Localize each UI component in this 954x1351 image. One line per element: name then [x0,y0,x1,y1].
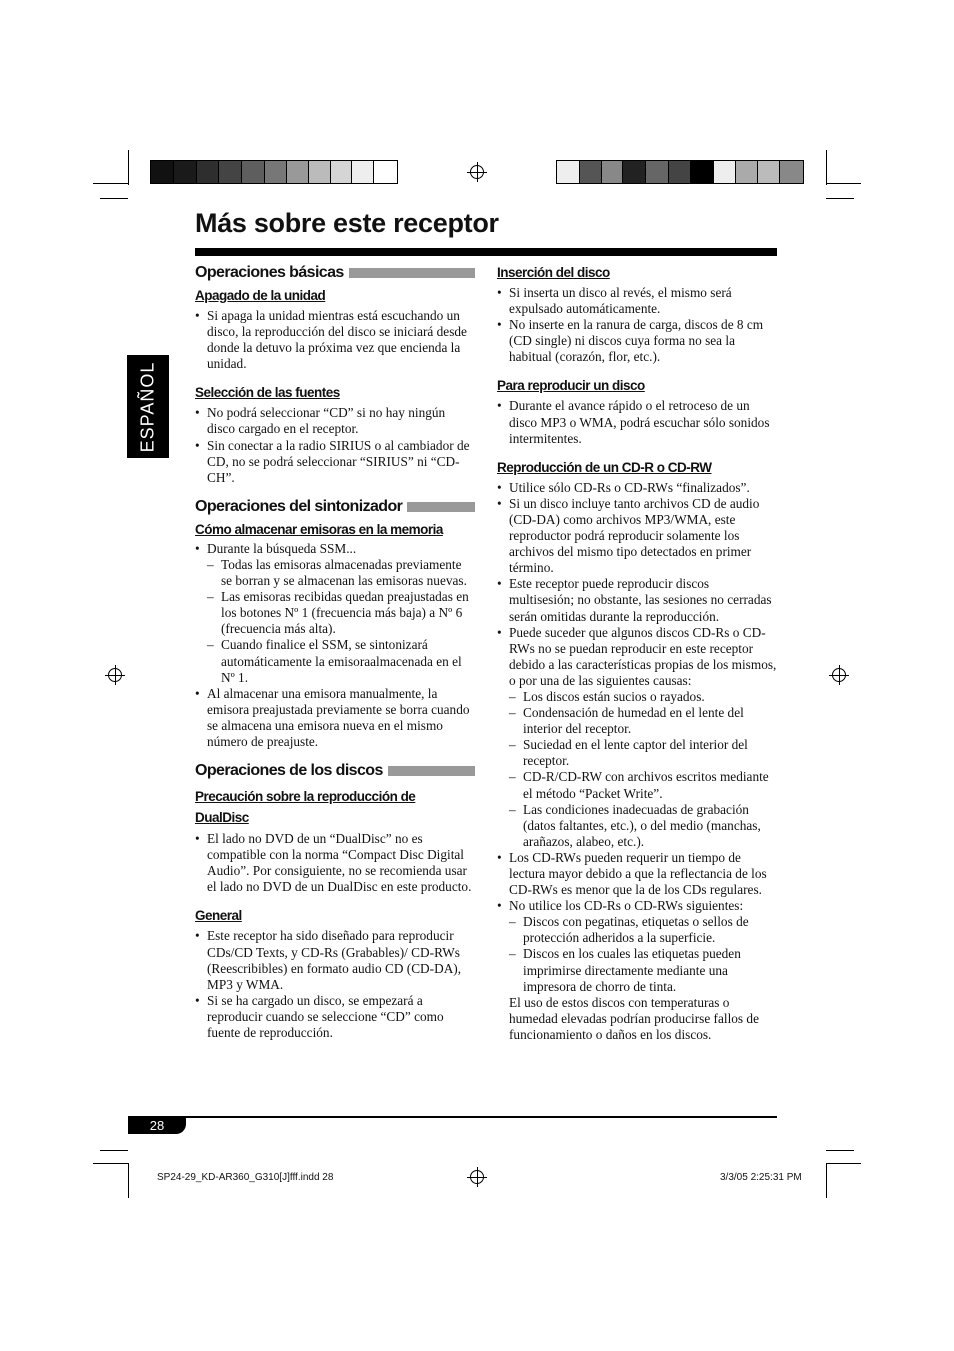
list-insert [497,285,777,365]
registration-mark-icon [832,668,846,682]
list-power-off [195,308,475,372]
note: El uso de estos discos con temperaturas o humedad elevadas podrían producirse fallos de funcionamiento o daños en los discos. [509,994,759,1042]
color-bar-left [150,160,398,184]
subheading-play: Para reproducir un disco [497,378,645,394]
footer-file: SP24-29_KD-AR360_G310[J]fff.indd 28 [157,1172,334,1183]
sub-list-item: – CD-R/CD-RW con archivos escritos mediante el método “Packet Write”. [509,769,777,801]
subheading-general: General [195,908,242,924]
section-heading-discs: Operaciones de los discos [195,762,475,780]
list-item: • Al almacenar una emisora manualmente, la emisora preajustada previamente se borra cuando se almacena una emisora nueva en el mismo número de preajuste. [195,686,475,750]
right-column [497,263,777,1043]
list-item: • Sin conectar a la radio SIRIUS o al cambiador de CD, no se podrá seleccionar “SIRIUS” ni “CD-CH”. [195,438,475,486]
sub-list-item: – Discos en los cuales las etiquetas pueden imprimirse directamente mediante una impresora de chorro de tinta. [509,946,777,994]
subheading-cdr: Reproducción de un CD-R o CD-RW [497,459,712,475]
list-general [195,928,475,1041]
sub-list-item: – Cuando finalice el SSM, se sintonizará automáticamente la emisoraalmacenada en el Nº 1. [207,637,475,685]
subheading-insert: Inserción del disco [497,265,610,280]
list-item: • Los CD-RWs pueden requerir un tiempo de lectura mayor debido a que la reflectancia de los CD-RWs es menor que la de los CDs regulares. [497,850,777,898]
subheading-power-off: Apagado de la unidad [195,288,326,303]
sub-list-item: – Discos con pegatinas, etiquetas o sellos de protección adheridos a la superficie. [509,914,777,946]
list-item: • Durante el avance rápido o el retroceso de un disco MP3 o WMA, podrá escuchar sólo sonidos intermitentes. [497,398,777,446]
registration-mark-icon [108,668,122,682]
registration-mark-icon [470,165,484,179]
sub-list-item: – Todas las emisoras almacenadas previamente se borran y se almacenan las emisoras nuevas. [207,557,475,589]
list-item: • No utilice los CD-Rs o CD-RWs siguientes: – Discos con pegatinas, etiquetas o sellos de protección adheridos a la superficie. – Discos en los cuales las etiquetas pueden imprimirse directamente mediante una impresora de chorro de tinta. El uso de estos discos con temperaturas o humedad elevadas podrían producirse fallos de funcionamiento o daños en los discos. [497,898,777,1043]
subheading-dualdisc: Precaución sobre la reproducción de DualDisc [195,789,416,826]
list-item: • No inserte en la ranura de carga, discos de 8 cm (CD single) ni discos cuya forma no sea la habitual (corazón, flor, etc.). [497,317,777,365]
bottom-rule [128,1116,777,1118]
list-sources [195,405,475,485]
list-item: • Durante la búsqueda SSM... – Todas las emisoras almacenadas previamente se borran y se almacenan las emisoras nuevas. – Las emisoras recibidas quedan preajustadas en los botones Nº 1 (frecuencia más baja) a Nº 6 (frecuencia más alta). – Cuando finalice el SSM, se sintonizará automáticamente la emisoraalmacenada en el Nº 1. [195,541,475,686]
footer-datetime: 3/3/05 2:25:31 PM [720,1172,802,1183]
list-item: • Si un disco incluye tanto archivos CD de audio (CD-DA) como archivos MP3/WMA, este reproductor podrá reproducir solamente los archivos del mismo tipo detectados en primer término. [497,496,777,576]
sub-list-item: – Las condiciones inadecuadas de grabación (datos faltantes, etc.), o del medio (manchas, arañazos, alabeo, etc.). [509,802,777,850]
section-heading-basic: Operaciones básicas [195,264,475,282]
language-tab-label: ESPAÑOL [137,361,158,452]
page-title: Más sobre este receptor [195,208,499,238]
sub-list [509,689,777,850]
list-store-stations [195,541,475,750]
subheading-store-stations: Cómo almacenar emisoras en la memoria [195,521,443,537]
subheading-sources: Selección de las fuentes [195,385,340,401]
list-item: • Este receptor puede reproducir discos multisesión; no obstante, las sesiones no cerradas serán omitidas durante la reproducción. [497,576,777,624]
sub-list-item: – Los discos están sucios o rayados. [509,689,777,705]
sub-list-item: – Condensación de humedad en el lente del interior del receptor. [509,705,777,737]
list-item: • El lado no DVD de un “DualDisc” no es compatible con la norma “Compact Disc Digital Audio”. Por consiguiente, no se recomienda usar el lado no DVD de un DualDisc en este producto. [195,831,475,895]
list-item: • Si se ha cargado un disco, se empezará a reproducir cuando se seleccione “CD” como fuente de reproducción. [195,993,475,1041]
list-cdr [497,480,777,1043]
list-item: • Si inserta un disco al revés, el mismo será expulsado automáticamente. [497,285,777,317]
left-column [195,264,475,1041]
list-dualdisc [195,831,475,895]
language-tab [127,355,169,458]
title-rule [195,248,777,256]
color-bar-right [556,160,804,184]
registration-mark-icon [470,1170,484,1184]
page-number: 28 [128,1117,186,1134]
list-item: • Este receptor ha sido diseñado para reproducir CDs/CD Texts, y CD-Rs (Grabables)/ CD-RWs (Reescribibles) en formato audio CD (CD-DA), MP3 y WMA. [195,928,475,992]
sub-list [207,557,475,686]
sub-list-item: – Las emisoras recibidas quedan preajustadas en los botones Nº 1 (frecuencia más baja) a Nº 6 (frecuencia más alta). [207,589,475,637]
sub-list [509,914,777,994]
sub-list-item: – Suciedad en el lente captor del interior del receptor. [509,737,777,769]
section-heading-tuner: Operaciones del sintonizador [195,498,475,516]
list-play [497,398,777,446]
list-item: • Utilice sólo CD-Rs o CD-RWs “finalizados”. [497,480,777,496]
list-item: • Si apaga la unidad mientras está escuchando un disco, la reproducción del disco se iniciará desde donde la detuvo la próxima vez que encienda la unidad. [195,308,475,372]
list-item: • No podrá seleccionar “CD” si no hay ningún disco cargado en el receptor. [195,405,475,437]
list-item: • Puede suceder que algunos discos CD-Rs o CD-RWs no se puedan reproducir en este receptor debido a las características propias de los mismos, o por una de las siguientes causas: – Los discos están sucios o rayados. – Condensación de humedad en el lente del interior del receptor. – Suciedad en el lente captor del interior del receptor. – CD-R/CD-RW con archivos escritos mediante el método “Packet Write”. – Las condiciones inadecuadas de grabación (datos faltantes, etc.), o del medio (manchas, arañazos, alabeo, etc.). [497,625,777,850]
